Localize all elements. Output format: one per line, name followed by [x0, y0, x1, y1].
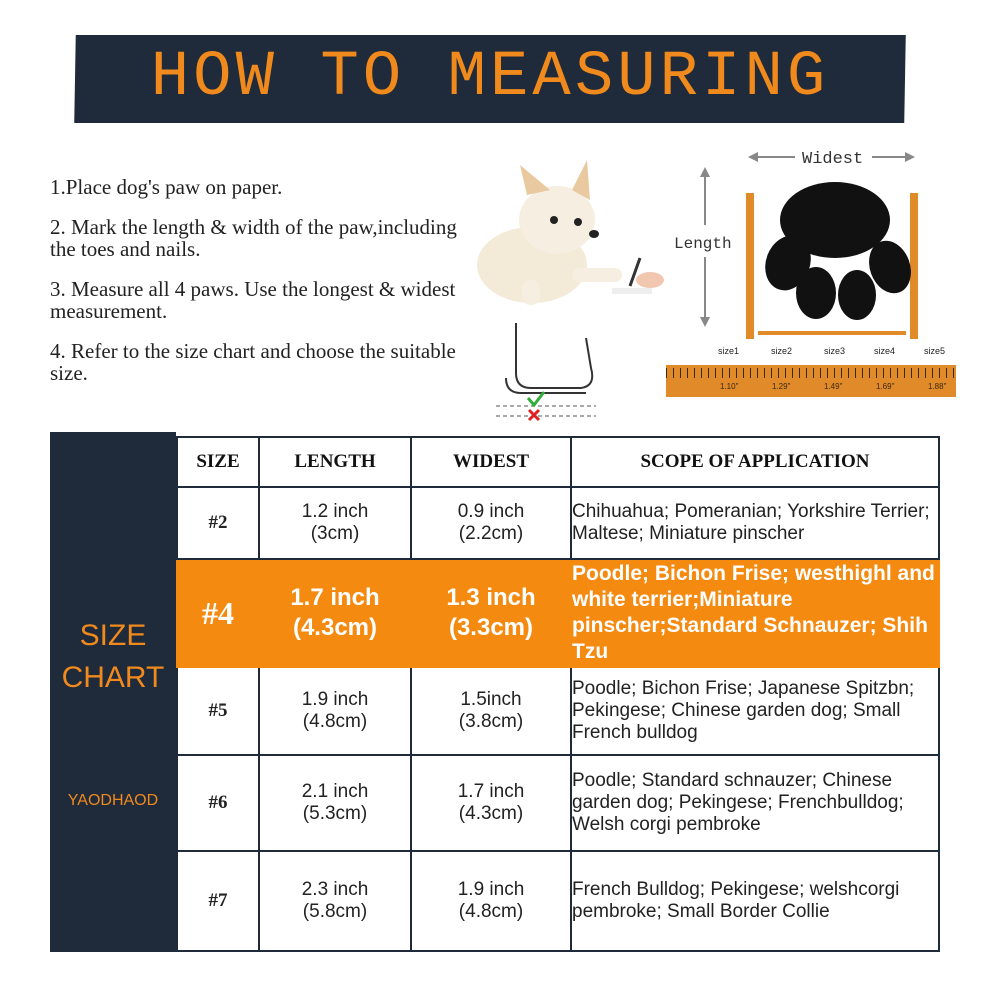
widest-inch: 1.3 inch	[446, 584, 536, 611]
page-title: HOW TO MEASURING	[150, 42, 830, 114]
widest-cm: (2.2cm)	[458, 523, 524, 544]
table-header-row	[177, 437, 939, 487]
header-size: SIZE	[177, 437, 259, 487]
paw-fit-diagram	[486, 318, 606, 423]
header-widest: WIDEST	[411, 437, 571, 487]
length-cm: (3cm)	[310, 523, 360, 544]
step-3: 3. Measure all 4 paws. Use the longest & widest measurement.	[50, 277, 456, 323]
length-cell	[259, 667, 411, 755]
length-cell	[259, 851, 411, 951]
step-4: 4. Refer to the size chart and choose the suitable size.	[50, 339, 456, 385]
length-cm: (4.8cm)	[302, 711, 368, 732]
ruler-value-3: 1.49"	[824, 382, 843, 391]
widest-cm: (3.8cm)	[458, 711, 524, 732]
ruler-value-5: 1.88"	[928, 382, 947, 391]
widest-inch: 1.5inch	[460, 689, 522, 710]
ruler-ticks	[666, 368, 956, 378]
length-cm: (5.3cm)	[302, 803, 368, 824]
widest-cell	[411, 755, 571, 851]
length-cm: (5.8cm)	[302, 901, 368, 922]
widest-inch: 1.9 inch	[457, 879, 525, 900]
length-inch: 1.9 inch	[301, 689, 369, 710]
widest-label: Widest	[802, 150, 864, 169]
table-row	[177, 755, 939, 851]
length-cm: (4.3cm)	[292, 614, 378, 641]
step-2: 2. Mark the length & width of the paw,including the toes and nails.	[50, 215, 457, 261]
ruler-value-2: 1.29"	[772, 382, 791, 391]
size-chart-label	[50, 615, 176, 699]
widest-cm: (4.8cm)	[458, 901, 524, 922]
cross-icon	[529, 410, 539, 420]
ruler-value-4: 1.69"	[876, 382, 895, 391]
scope-cell: Chihuahua; Pomeranian; Yorkshire Terrier; Maltese; Miniature pinscher	[571, 487, 939, 559]
ruler-size-2: size2	[771, 346, 793, 356]
length-cell	[259, 487, 411, 559]
size-chart-label-line2: CHART	[61, 661, 165, 694]
widest-cell	[411, 667, 571, 755]
table-row	[177, 487, 939, 559]
scope-cell: Poodle; Standard schnauzer; Chinese garden dog; Pekingese; Frenchbulldog; Welsh corgi pembroke	[571, 755, 939, 851]
size-value: #6	[177, 755, 259, 851]
scope-cell: Poodle; Bichon Frise; Japanese Spitzbn; Pekingese; Chinese garden dog; Small French bulldog	[571, 667, 939, 755]
size-value: #5	[177, 667, 259, 755]
length-cell	[259, 755, 411, 851]
length-inch: 2.1 inch	[301, 781, 369, 802]
measuring-steps	[50, 176, 470, 402]
size-chart-table	[176, 436, 940, 952]
brand-label: YAODHAOD	[67, 792, 159, 809]
table-row-highlighted	[177, 559, 939, 667]
ruler-size-4: size4	[874, 346, 896, 356]
table-row	[177, 851, 939, 951]
length-inch: 2.3 inch	[301, 879, 369, 900]
ruler-size-3: size3	[824, 346, 846, 356]
size-value: #4	[177, 559, 259, 667]
widest-cm: (4.3cm)	[458, 803, 524, 824]
widest-cell	[411, 487, 571, 559]
size-chart-label-line1: SIZE	[79, 619, 147, 652]
ruler-size-5: size5	[924, 346, 946, 356]
table-row	[177, 667, 939, 755]
step-1: 1.Place dog's paw on paper.	[50, 175, 283, 199]
size-value: #7	[177, 851, 259, 951]
scope-cell: French Bulldog; Pekingese; welshcorgi pembroke; Small Border Collie	[571, 851, 939, 951]
length-inch: 1.7 inch	[290, 584, 380, 611]
ruler	[666, 340, 956, 400]
widest-cell	[411, 851, 571, 951]
length-label: Length	[674, 235, 732, 253]
widest-cell	[411, 559, 571, 667]
header-scope: SCOPE OF APPLICATION	[571, 437, 939, 487]
dog-illustration	[462, 160, 672, 310]
length-inch: 1.2 inch	[301, 501, 369, 522]
header-length: LENGTH	[259, 437, 411, 487]
widest-inch: 1.7 inch	[457, 781, 525, 802]
scope-cell: Poodle; Bichon Frise; westhighl and white terrier;Miniature pinscher;Standard Schnauzer; Shih Tzu	[571, 559, 939, 667]
size-value: #2	[177, 487, 259, 559]
widest-inch: 0.9 inch	[457, 501, 525, 522]
length-cell	[259, 559, 411, 667]
ruler-size-1: size1	[718, 346, 740, 356]
widest-cm: (3.3cm)	[448, 614, 534, 641]
ruler-value-1: 1.10"	[720, 382, 739, 391]
